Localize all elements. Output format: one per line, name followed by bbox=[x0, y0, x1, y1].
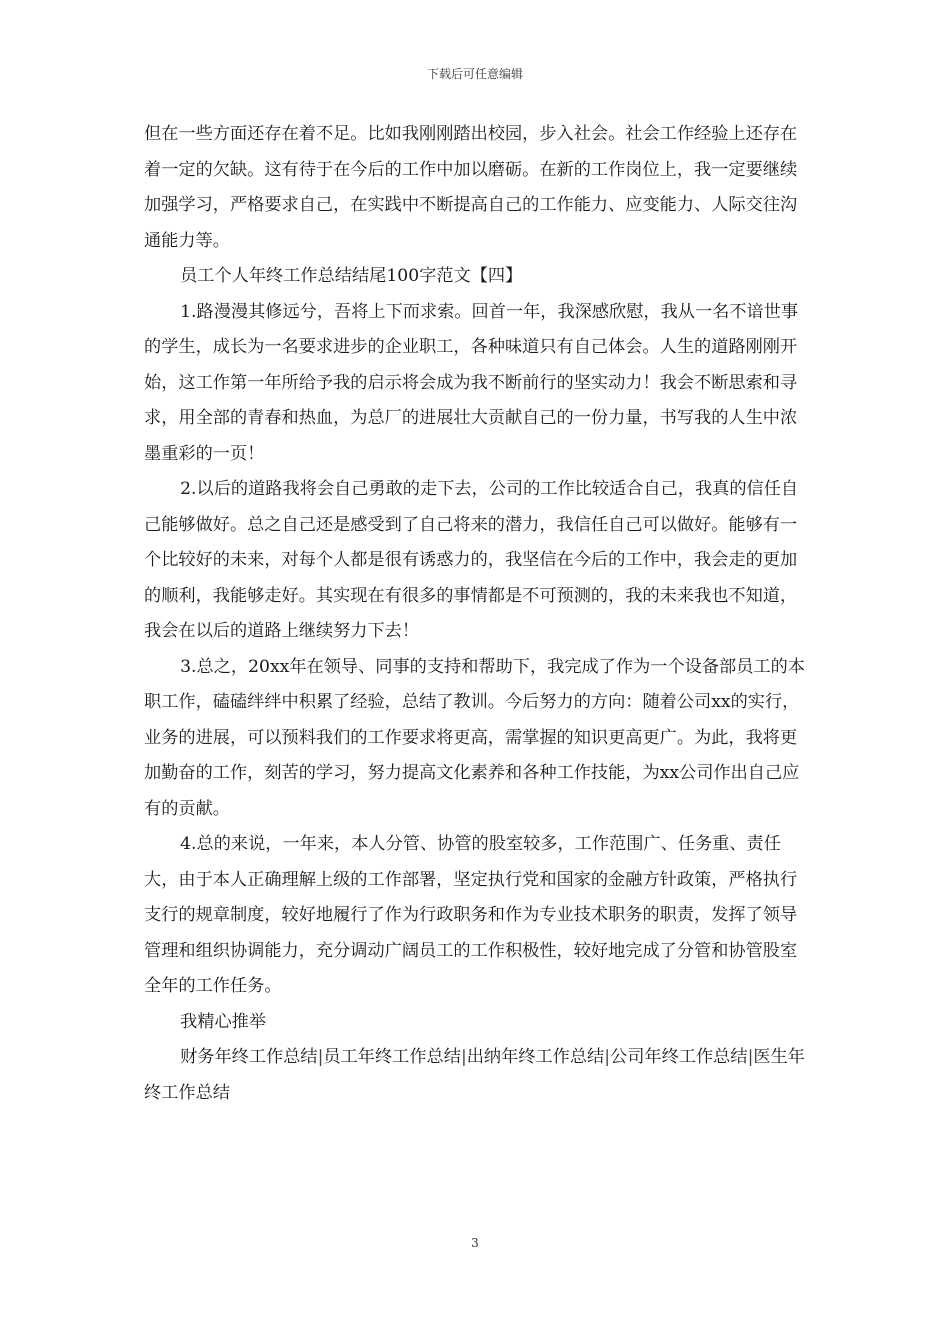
related-link[interactable]: 出纳年终工作总结 bbox=[466, 1047, 605, 1067]
related-link[interactable]: 员工年终工作总结 bbox=[323, 1047, 461, 1067]
continuation-paragraph: 但在一些方面还存在着不足。比如我刚刚踏出校园，步入社会。社会工作经验上还存在着一定的欠缺。这有待于在今后的工作中加以磨砺。在新的工作岗位上，我一定要继续加强学习，严格要求自己，在实践中不断提高自己的工作能力、应变能力、人际交往沟通能力等。 bbox=[144, 124, 798, 251]
recommend-label: 我精心推举 bbox=[180, 1011, 267, 1032]
link-separator: | bbox=[747, 1047, 754, 1067]
paragraph-item-2: 2.以后的道路我将会自己勇敢的走下去，公司的工作比较适合自己，我真的信任自己能够做好。总之自己还是感受到了自己将来的潜力，我信任自己可以做好。能够有一个比较好的未来，对每个人都是很有诱惑力的，我坚信在今后的工作中，我会走的更加的顺利，我能够走好。其实现在有很多的事情都是不可预测的，我的未来我也不知道，我会在以后的道路上继续努力下去！ bbox=[144, 479, 799, 641]
paragraph-item-1: 1.路漫漫其修远兮，吾将上下而求索。回首一年，我深感欣慰，我从一名不谙世事的学生，成长为一名要求进步的企业职工，各种味道只有自己体会。人生的道路刚刚开始，这工作第一年所给予我的启示将会成为我不断前行的坚实动力！我会不断思索和寻求，用全部的青春和热血，为总厂的进展壮大贡献自己的一份力量，书写我的人生中浓墨重彩的一页！ bbox=[144, 301, 799, 464]
paragraph-item-4: 4.总的来说，一年来，本人分管、协管的股室较多，工作范围广、任务重、责任大，由于本人正确理解上级的工作部署，坚定执行党和国家的金融方针政策，严格执行支行的规章制度，较好地履行了作为行政职务和作为专业技术职务的职责，发挥了领导管理和组织协调能力，充分调动广阔员工的工作积极性，较好地完成了分管和协管股室全年的工作任务。 bbox=[144, 834, 798, 996]
related-link[interactable]: 医生年终工作总结 bbox=[144, 1047, 805, 1103]
related-link[interactable]: 财务年终工作总结 bbox=[180, 1047, 318, 1067]
link-separator: | bbox=[460, 1047, 467, 1067]
link-separator: | bbox=[604, 1047, 611, 1067]
link-separator: | bbox=[317, 1047, 324, 1067]
document-body bbox=[144, 117, 806, 1111]
related-links bbox=[144, 1040, 806, 1111]
section-title: 员工个人年终工作总结结尾100字范文【四】 bbox=[180, 266, 523, 286]
paragraph-item-3: 3.总之，20xx年在领导、同事的支持和帮助下，我完成了作为一个设备部员工的本职工作，磕磕绊绊中积累了经验，总结了教训。今后努力的方向：随着公司xx的实行，业务的进展，可以预料我们的工作要求将更高，需掌握的知识更高更广。为此，我将更加勤奋的工作，刻苦的学习，努力提高文化素养和各种工作技能，为xx公司作出自己应有的贡献。 bbox=[144, 656, 805, 819]
related-link[interactable]: 公司年终工作总结 bbox=[610, 1047, 748, 1067]
page-number: 3 bbox=[471, 1236, 479, 1250]
page-header-note: 下载后可任意编辑 bbox=[426, 67, 523, 81]
